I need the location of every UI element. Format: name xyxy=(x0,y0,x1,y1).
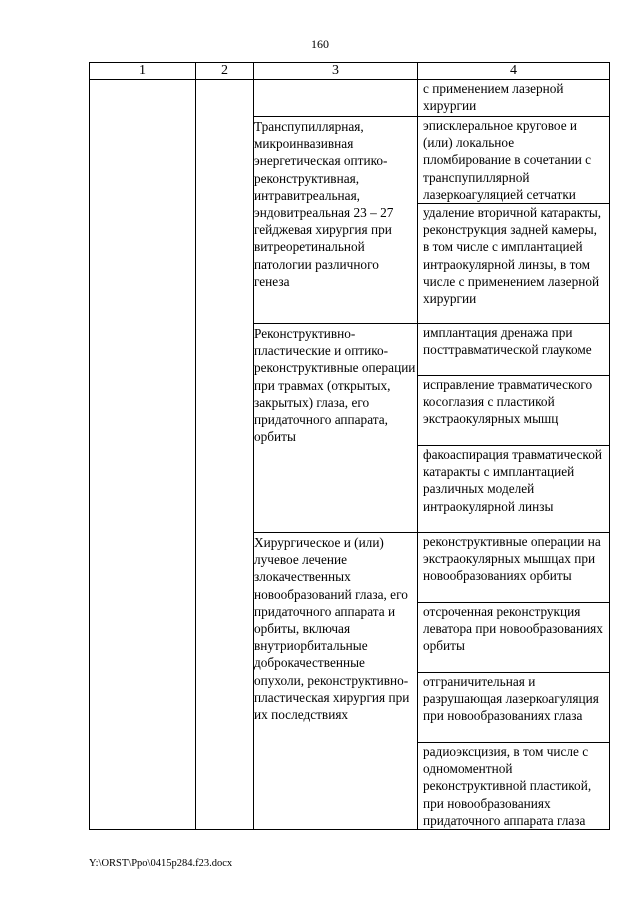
footer-file-path: Y:\ORST\Ppo\0415p284.f23.docx xyxy=(89,858,233,869)
procedure-item: исправление травматического косоглазия с пластикой экстраокулярных мышц xyxy=(418,375,609,445)
procedure-cell xyxy=(418,117,610,324)
method-text: Транспупиллярная, микроинвазивная энергетическая оптико-реконструктивная, интравитреальная, эндовитреальная 23 – 27 гейджевая хирургия при витреоретинальной патологии различного генеза xyxy=(254,119,394,289)
procedures-table xyxy=(89,62,610,830)
column-2-cell xyxy=(196,80,254,830)
method-text: Реконструктивно-пластические и оптико-реконструктивные операции при травмах (открытых, закрытых) глаза, его придаточного аппарата, орбиты xyxy=(254,326,416,445)
column-1-cell xyxy=(90,80,196,830)
method-cell xyxy=(254,80,418,117)
header-cell-3: 3 xyxy=(254,63,418,80)
procedure-item: эписклеральное круговое и (или) локальное пломбирование в сочетании с транспупиллярной лазеркоагуляцией сетчатки xyxy=(423,118,592,202)
procedure-item: отсроченная реконструкция леватора при новообразованиях орбиты xyxy=(418,602,609,672)
method-text: Хирургическое и (или) лучевое лечение злокачественных новообразований глаза, его придаточного аппарата и орбиты, включая внутриорбитальные доброкачественные опухоли, реконструктивно-пластическая хирургия при их последствиях xyxy=(254,535,410,723)
header-cell-2: 2 xyxy=(196,63,254,80)
procedure-item: факоаспирация травматической катаракты с имплантацией различных моделей интраокулярной линзы xyxy=(418,445,609,532)
header-cell-1: 1 xyxy=(90,63,196,80)
page-number: 160 xyxy=(311,37,329,51)
procedure-item: с применением лазерной хирургии xyxy=(423,81,564,114)
table-header-row xyxy=(90,63,610,80)
procedure-item: реконструктивные операции на экстраокулярных мышцах при новообразованиях орбиты xyxy=(423,534,601,584)
method-cell xyxy=(254,533,418,830)
procedure-cell xyxy=(418,533,610,830)
procedure-item: имплантация дренажа при посттравматической глаукоме xyxy=(423,325,592,358)
method-cell xyxy=(254,324,418,533)
table-row xyxy=(90,80,610,117)
method-cell xyxy=(254,117,418,324)
procedure-item: отграничительная и разрушающая лазеркоагуляция при новообразованиях глаза xyxy=(418,672,609,742)
procedure-cell xyxy=(418,80,610,117)
header-cell-4: 4 xyxy=(418,63,610,80)
procedure-cell xyxy=(418,324,610,533)
procedure-item: радиоэксцизия, в том числе с одномоментной реконструктивной пластикой, при новообразованиях придаточного аппарата глаза xyxy=(418,742,609,829)
procedure-item: удаление вторичной катаракты, реконструкция задней камеры, в том числе с имплантацией интраокулярной линзы, в том числе с применением лазерной хирургии xyxy=(418,203,609,323)
